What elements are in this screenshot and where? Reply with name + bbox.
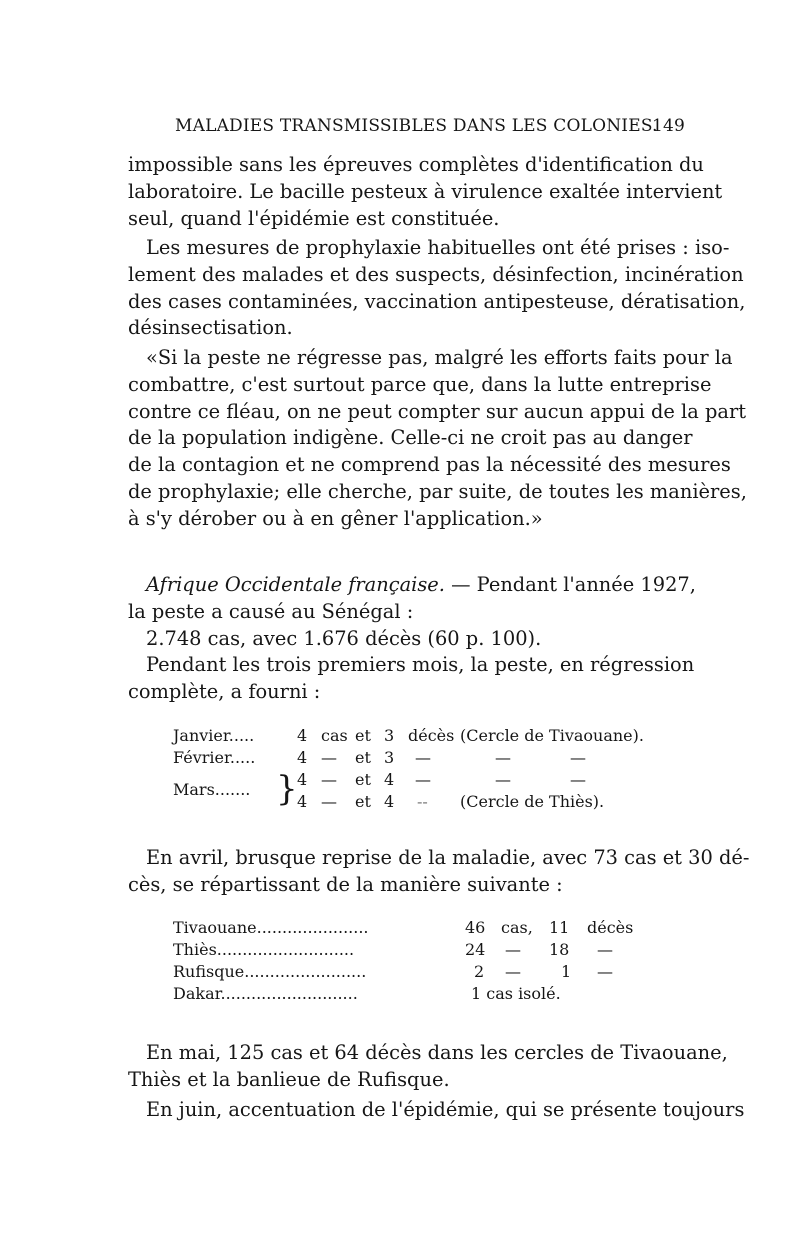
text-line: cès, se répartissant de la manière suivante : (128, 872, 563, 896)
table-row (173, 726, 644, 748)
table-row (173, 940, 633, 962)
text-fragment: — Pendant l'année 1927, (444, 573, 696, 596)
text-line: seul, quand l'épidémie est constituée. (128, 206, 500, 230)
cas-label: — (505, 940, 521, 959)
deces-value: 4 (384, 792, 395, 811)
deces-label: décès (408, 726, 455, 745)
text-line: Les mesures de prophylaxie habituelles ont été prises : iso- (146, 236, 730, 259)
ditto-mark: — (570, 748, 586, 767)
cercles-table (173, 918, 633, 1008)
text-line: Pendant les trois premiers mois, la peste, en régression (146, 653, 695, 677)
place-cell: Rufisque........................ (173, 962, 367, 981)
text-line: lement des malades et des suspects, désinfection, incinération (128, 262, 744, 286)
text-line: contre ce fléau, on ne peut compter sur aucun appui de la part (128, 399, 747, 423)
month-cell: Février..... (173, 748, 256, 767)
deces-value: 4 (384, 770, 395, 789)
et-label: et (355, 770, 371, 789)
month-cell-mars: Mars....... (173, 780, 251, 799)
cas-value: 24 (465, 940, 486, 959)
cas-label: cas, (501, 918, 533, 937)
paragraph-identification (128, 152, 723, 232)
cas-value: 1 cas isolé. (471, 984, 561, 1003)
text-line: En juin, accentuation de l'épidémie, qui se présente toujours (146, 1098, 745, 1121)
cas-value: 4 (297, 748, 308, 767)
text-line: à s'y dérober ou à en gêner l'application.» (128, 506, 543, 530)
paragraph-juin (128, 1097, 745, 1124)
text-line: laboratoire. Le bacille pesteux à virulence exaltée intervient (128, 179, 723, 203)
paragraph-quotation (128, 345, 747, 533)
deces-value: 11 (549, 918, 570, 937)
cas-label: — (321, 770, 337, 789)
cercle-cell: (Cercle de Tivaouane). (460, 726, 644, 745)
deces-label: décès (587, 918, 634, 937)
text-line: Thiès et la banlieue de Rufisque. (128, 1067, 450, 1091)
ditto-mark: — (495, 770, 511, 789)
text-line: impossible sans les épreuves complètes d'identification du (128, 153, 704, 176)
table-row (173, 918, 633, 940)
text-line: de prophylaxie; elle cherche, par suite, de toutes les manières, (128, 479, 747, 503)
place-cell: Tivaouane...................... (173, 918, 369, 937)
monthly-table (173, 726, 644, 826)
page-number: 149 (651, 116, 685, 136)
text-line: de la contagion et ne comprend pas la nécessité des mesures (128, 453, 731, 477)
text-line: En mai, 125 cas et 64 décès dans les cercles de Tivaouane, (146, 1041, 728, 1064)
ditto-mark: — (570, 770, 586, 789)
paragraph-avril (128, 845, 750, 899)
text-line: de la population indigène. Celle-ci ne croit pas au danger (128, 426, 693, 450)
paragraph-mai (128, 1040, 728, 1094)
text-line: «Si la peste ne régresse pas, malgré les efforts faits pour la (146, 346, 733, 369)
cas-label: — (505, 962, 521, 981)
cas-value: 46 (465, 918, 486, 937)
ditto-mark: — (495, 748, 511, 767)
text-line: En avril, brusque reprise de la maladie, avec 73 cas et 30 dé- (146, 846, 750, 869)
place-cell: Thiès........................... (173, 940, 355, 959)
paragraph-prophylaxie (128, 235, 746, 342)
text-line (128, 572, 696, 599)
deces-label: — (597, 940, 613, 959)
text-line: combattre, c'est surtout parce que, dans la lutte entreprise (128, 372, 712, 396)
brace-mark: } (276, 769, 298, 809)
deces-label: — (415, 770, 431, 789)
deces-value: 3 (384, 726, 395, 745)
cercle-cell: (Cercle de Thiès). (460, 792, 605, 811)
text-line: désinsectisation. (128, 316, 293, 340)
running-title: MALADIES TRANSMISSIBLES DANS LES COLONIES. (175, 116, 658, 136)
paragraph-afrique-occidentale (128, 572, 696, 706)
cas-label: — (321, 792, 337, 811)
cas-label: cas (321, 726, 348, 745)
place-cell: Dakar........................... (173, 984, 358, 1003)
table-row (173, 962, 633, 984)
text-line: la peste a causé au Sénégal : (128, 599, 414, 623)
cas-value: 4 (297, 726, 308, 745)
deces-value: 3 (384, 748, 395, 767)
cas-label: — (321, 748, 337, 767)
deces-label: -- (417, 792, 428, 811)
deces-value: 1 (561, 962, 572, 981)
text-line: 2.748 cas, avec 1.676 décès (60 p. 100). (146, 626, 542, 650)
et-label: et (355, 748, 371, 767)
deces-label: — (597, 962, 613, 981)
text-line: des cases contaminées, vaccination antipesteuse, dératisation, (128, 289, 746, 313)
cas-value: 2 (474, 962, 485, 981)
cas-value: 4 (297, 792, 308, 811)
table-row (173, 748, 633, 770)
et-label: et (355, 726, 371, 745)
section-heading-italic: Afrique Occidentale française. (146, 573, 445, 596)
deces-value: 18 (549, 940, 570, 959)
table-row (173, 984, 633, 1006)
month-cell: Janvier..... (173, 726, 255, 745)
cas-value: 4 (297, 770, 308, 789)
deces-label: — (415, 748, 431, 767)
et-label: et (355, 792, 371, 811)
text-line: complète, a fourni : (128, 680, 321, 704)
